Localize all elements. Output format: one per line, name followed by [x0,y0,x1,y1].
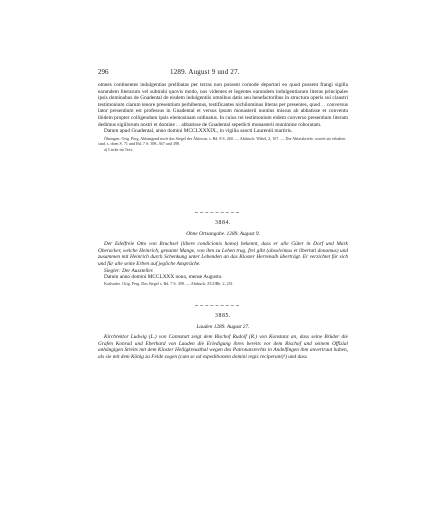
document-3884-note: Karlsruhe. Orig. Perg. Das Siegel s. Bd. 7 S. 308. — Abdruck: ZGORh. 2, 251. [104,280,234,286]
running-title: 1289. August 9 und 27. [170,68,240,76]
document-3884-number: 3884. [214,220,232,226]
document-3884-place-date: Ohne Ortsangabe. 1289. August 9. [186,230,260,237]
document-3885-place-date: Lauden 1289. August 27. [196,323,250,330]
document-3885 [98,313,348,361]
document-3883-body: omnes continentes indulgentias prelibatas per terras non possent comode deportari eo quod possent frangi sigilla earundem literarum vel subtrahi quovis modo, nos videntes et legentes earundem indulgentiarum literas principales ipsis dominabus de Gnadental de eisdem indulgentiis omnibus datis seu benefactoribus in structura operis sui claustri testimonium clarum tenore presentium perhibemus, testificantes nichilominus literas per presentes, quod . . conversus lator presentium est professus in Gnadental et versus ipsum monasterii nuntius missus ab abbatisse et conventu ibidem propter colligendum ipsis elemosinam ordinatus. In cuius rei testimonium eidem converso presentium literam dedimus sigillorum nostri et domine . . abbatisse de Gnadental sepedicti monasterii munimine roboratam. [98,82,348,128]
document-3883-continuation [98,82,348,152]
document-3885-regest: Kirchrektor Ludwig (L.) von Cannstatt zeigt dem Bischof Rudolf (R.) von Konstanz an, dass seine Brüder die Grafen Konrad und Eberhard von Lauden die Erledigung ihres bereits vor dem Bischof und seinem Offizial anhängigen Streits mit dem Kloster Heiligkreuzthal wegen des Patronatsrechts in Andelfingen ihm anvertraut haben, als sie mit dem König zu Felde zogen (cum se ad expeditionem domini regis reciperunt)¹) und dass [98,334,348,360]
document-3884 [98,220,348,286]
document-3883-footnote: a) Lücke im Text. [104,146,133,152]
document-3883-note: Öhringen. Orig. Perg. Abhangend noch das Siegel der Äbtissin, s. Bd. 8 S. 260. — Abdruck: Wibel, 2, 107. — Die Ablassbriefe, soweit sie erhalten sind, s. oben S. 71 und Bd. 7 S. 398, 367 und 398. [98,135,346,147]
page-number: 296 [98,68,109,76]
section-divider [195,212,239,213]
document-3885-number: 3885. [214,313,232,319]
section-divider [195,305,239,306]
document-3884-regest: Der Edelfreie Otto von Bruchsel (libere condicionis homo) bekennt, dass er alle Güter in Dorf und Mark Oberacker, welche Heinrich, genannt Mange, von ihm zu Lehen trug, frei gibt (absolvimus et libertati donamus) und zusammen mit Heinrich durch Schenkung unter Lebenden an das Kloster Herrenalb überträgt. Er verzichtet für sich und für alle seine Erben auf jegliche Ansprüche. [98,241,348,267]
document-3883-datum: Datum apud Gnadental, anno domini MCCLXXXIX., in vigilia sancti Laurentii martiris. [104,128,293,135]
document-3884-sealer: Siegler: Der Aussteller. [104,267,154,274]
document-3884-datum: Datum anno domini MCCLXXX nono, mense Augusto. [104,274,223,281]
